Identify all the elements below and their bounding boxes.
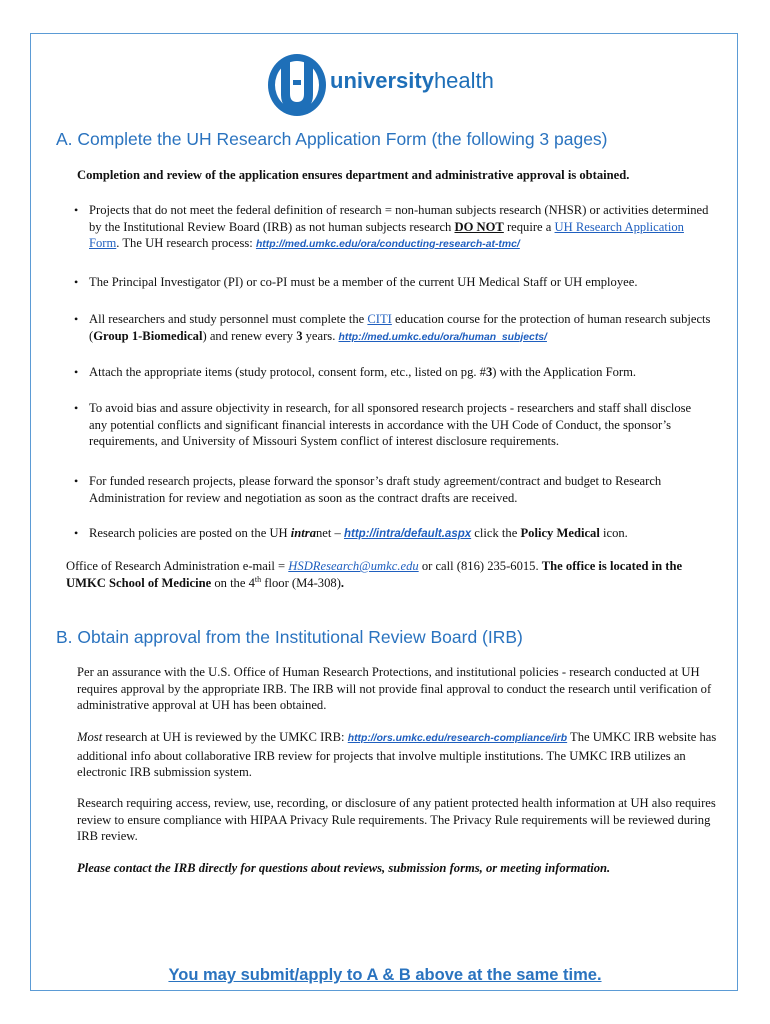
footer-note: You may submit/apply to A & B above at the same time. (168, 966, 602, 984)
section-b-paragraph-3: Research requiring access, review, use, recording, or disclosure of any patient protected health information at UH also requires review to ensure compliance with HIPAA Privacy Rule requirements. The Privacy Rule requirements will be reviewed during IRB review. (77, 796, 716, 843)
section-b-paragraph-4: Please contact the IRB directly for questions about reviews, submission forms, or meeting information. (77, 861, 611, 875)
list-item: • Projects that do not meet the federal definition of research = non-human subjects research (NHSR) or activities determined by the Institutional Review Board (IRB) as not human subjects research DO NOT require a UH Research Application Form. The UH research process: http://med.umkc.edu/ora/conducting-research-at-tmc/ (74, 203, 709, 250)
section-b-title: B. Obtain approval from the Institutional Review Board (IRB) (56, 627, 523, 647)
bullet-icon: • (74, 203, 79, 217)
uh-application-form-link[interactable]: UH Research Application Form (89, 219, 684, 250)
research-process-url-link[interactable]: http://med.umkc.edu/ora/conducting-research-at-tmc/ (255, 239, 520, 250)
section-b-paragraph-1: Per an assurance with the U.S. Office of Human Research Protections, and institutional policies - research conducted at UH requires approval by the appropriate IRB. The IRB will not provide final approval to conduct the research until verification of administrative approval at UH has been obtained. (77, 665, 712, 712)
uh-logo-icon (266, 50, 328, 120)
list-item: • Research policies are posted on the UH intranet – http://intra/default.aspx click the Policy Medical icon. (74, 526, 628, 540)
citi-link[interactable]: CITI (367, 312, 392, 326)
list-item: • Attach the appropriate items (study protocol, consent form, etc., listed on pg. #3) with the Application Form. (74, 365, 637, 379)
list-item: • To avoid bias and assure objectivity in research, for all sponsored research projects - researchers and staff shall disclose any potential conflicts and significant financial interests in accordance with the UH Code of Conduct, the sponsor’s requirements, and University of Missouri System conflict of interest disclosure requirements. (74, 401, 692, 448)
office-contact: Office of Research Administration e-mail = HSDResearch@umkc.edu or call (816) 235-6015. The office is located in the UMKC School of Medicine on the 4th floor (M4-308). (66, 559, 683, 590)
intranet-url-link[interactable]: http://intra/default.aspx (343, 528, 472, 540)
list-item: • All researchers and study personnel must complete the CITI education course for the protection of human research subjects (Group 1-Biomedical) and renew every 3 years. http://med.umkc.edu/ora/human_subjects/ (74, 312, 711, 343)
list-item: • For funded research projects, please forward the sponsor’s draft study agreement/contract and budget to Research Administration for review and negotiation as soon as the contract drafts are received. (74, 474, 662, 505)
bullet-icon: • (74, 526, 79, 540)
bullet-icon: • (74, 365, 79, 379)
bullet-icon: • (74, 401, 79, 415)
section-a-intro: Completion and review of the application ensures department and administrative approval is obtained. (77, 168, 630, 182)
bullet-icon: • (74, 312, 79, 326)
list-item: • The Principal Investigator (PI) or co-PI must be a member of the current UH Medical Staff or UH employee. (74, 275, 638, 289)
bullet-icon: • (74, 474, 79, 488)
human-subjects-url-link[interactable]: http://med.umkc.edu/ora/human_subjects/ (338, 331, 547, 343)
umkc-irb-url-link[interactable]: http://ors.umkc.edu/research-compliance/irb (347, 733, 568, 744)
uh-logo (266, 50, 516, 120)
section-a-title: A. Complete the UH Research Application Form (the following 3 pages) (56, 129, 608, 149)
email-link[interactable]: HSDResearch@umkc.edu (288, 559, 419, 573)
logo-wordmark: universityhealth (330, 68, 494, 93)
section-b-paragraph-2: Most research at UH is reviewed by the UMKC IRB: http://ors.umkc.edu/research-compliance/irb The UMKC IRB website has additional info about collaborative IRB review for projects that involve multiple institutions. The UMKC IRB utilizes an electronic IRB submission system. (77, 730, 717, 779)
bullet-icon: • (74, 275, 79, 289)
